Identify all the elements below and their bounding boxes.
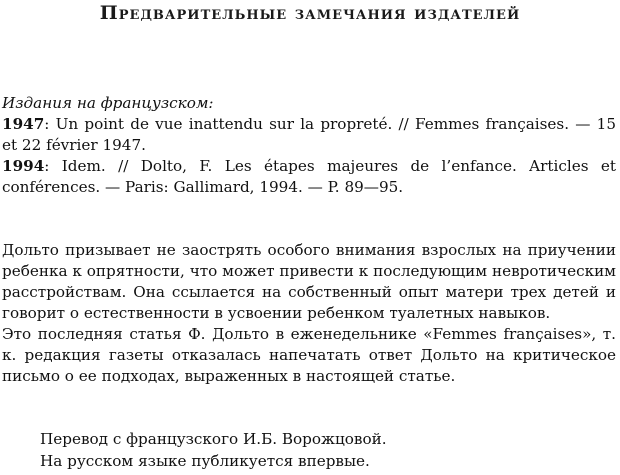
editions-label: Издания на французском:: [2, 94, 214, 112]
edition-entry-1994: [2, 156, 616, 198]
page-title: Предварительные замечания издателей: [99, 2, 521, 24]
translator-credit: Перевод с французского И.Б. Ворожцовой.: [40, 430, 387, 448]
paragraph-summary: Дольто призывает не заострять особого внимания взрослых на приучении ребенка к опрятности, что может привести к последующим невротическим расстройствам. Она ссылается на собственный опыт матери трех детей и говорит о естественности в усвоении ребенком туалетных навыков.: [2, 241, 616, 322]
edition-entry-1947: [2, 114, 616, 156]
edition-text: : Un point de vue inattendu sur la propreté. // Femmes françaises. — 15 et 22 février 1947.: [2, 115, 616, 154]
paragraph-note: Это последняя статья Ф. Дольто в еженедельнике «Femmes françaises», т. к. редакция газеты отказалась напечатать ответ Дольто на критическое письмо о ее подходах, выраженных в настоящей статье.: [2, 325, 616, 385]
edition-year: 1947: [2, 115, 45, 133]
editions-section: [2, 93, 616, 198]
edition-year: 1994: [2, 157, 45, 175]
credits: [40, 428, 600, 472]
edition-text: : Idem. // Dolto, F. Les étapes majeures de l’enfance. Articles et conférences. — Paris: Gallimard, 1994. — P. 89—95.: [2, 157, 616, 196]
body-text: [2, 240, 616, 387]
publication-note: На русском языке публикуется впервые.: [40, 452, 370, 470]
